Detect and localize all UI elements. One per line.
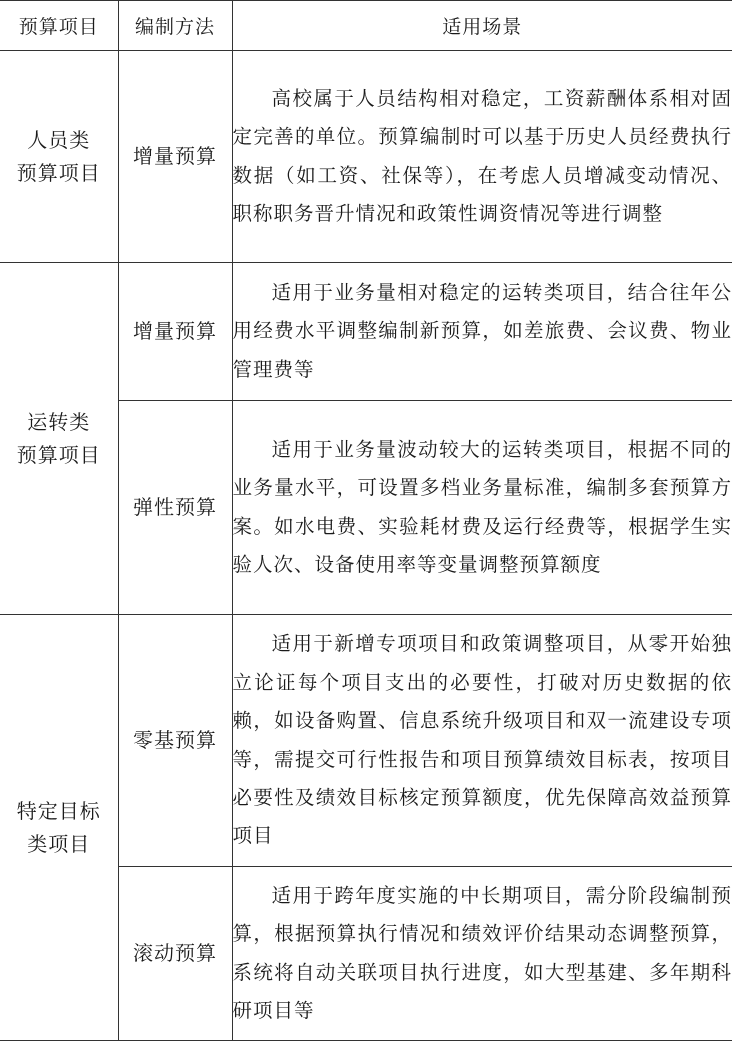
method-cell: 零基预算 [118,615,232,867]
category-cell [0,263,118,615]
scenario-cell [232,263,732,401]
method-cell: 增量预算 [118,263,232,401]
method-cell: 增量预算 [118,51,232,263]
scenario-cell [232,401,732,615]
category-label-line1: 特定目标 [16,798,101,823]
table-row [0,51,732,263]
scenario-text: 适用于业务量相对稳定的运转类项目，结合往年公用经费水平调整编制新预算，如差旅费、会议费、物业管理费等 [232,280,732,381]
category-label-line2: 预算项目 [16,442,101,467]
scenario-text: 适用于业务量波动较大的运转类项目，根据不同的业务量水平，可设置多档业务量标准，编制多套预算方案。如水电费、实验耗材费及运行经费等，根据学生实验人次、设备使用率等变量调整预算额度 [232,437,732,576]
method-cell: 弹性预算 [118,401,232,615]
scenario-text: 高校属于人员结构相对稳定，工资薪酬体系相对固定完善的单位。预算编制时可以基于历史人员经费执行数据（如工资、社保等），在考虑人员增减变动情况、职称职务晋升情况和政策性调资情况等进行调整 [232,86,732,225]
category-label-line1: 运转类 [27,409,91,434]
category-label-line2: 类项目 [27,831,91,856]
category-label-line1: 人员类 [27,127,91,152]
table-row [0,615,732,867]
category-cell [0,51,118,263]
table-row [0,263,732,401]
category-label-line2: 预算项目 [16,160,101,185]
header-scenario: 适用场景 [232,1,732,51]
scenario-text: 适用于新增专项项目和政策调整项目，从零开始独立论证每个项目支出的必要性，打破对历史数据的依赖，如设备购置、信息系统升级项目和双一流建设专项等，需提交可行性报告和项目预算绩效目标表，按项目必要性及绩效目标核定预算额度，优先保障高效益预算项目 [232,632,732,848]
header-method: 编制方法 [118,1,232,51]
header-budget-item: 预算项目 [0,1,118,51]
scenario-cell [232,615,732,867]
method-cell: 滚动预算 [118,867,232,1041]
scenario-cell [232,867,732,1041]
scenario-cell [232,51,732,263]
table-header-row [0,1,732,51]
scenario-text: 适用于跨年度实施的中长期项目，需分阶段编制预算，根据预算执行情况和绩效评价结果动态调整预算，系统将自动关联项目执行进度，如大型基建、多年期科研项目等 [232,883,732,1022]
category-cell [0,615,118,1041]
